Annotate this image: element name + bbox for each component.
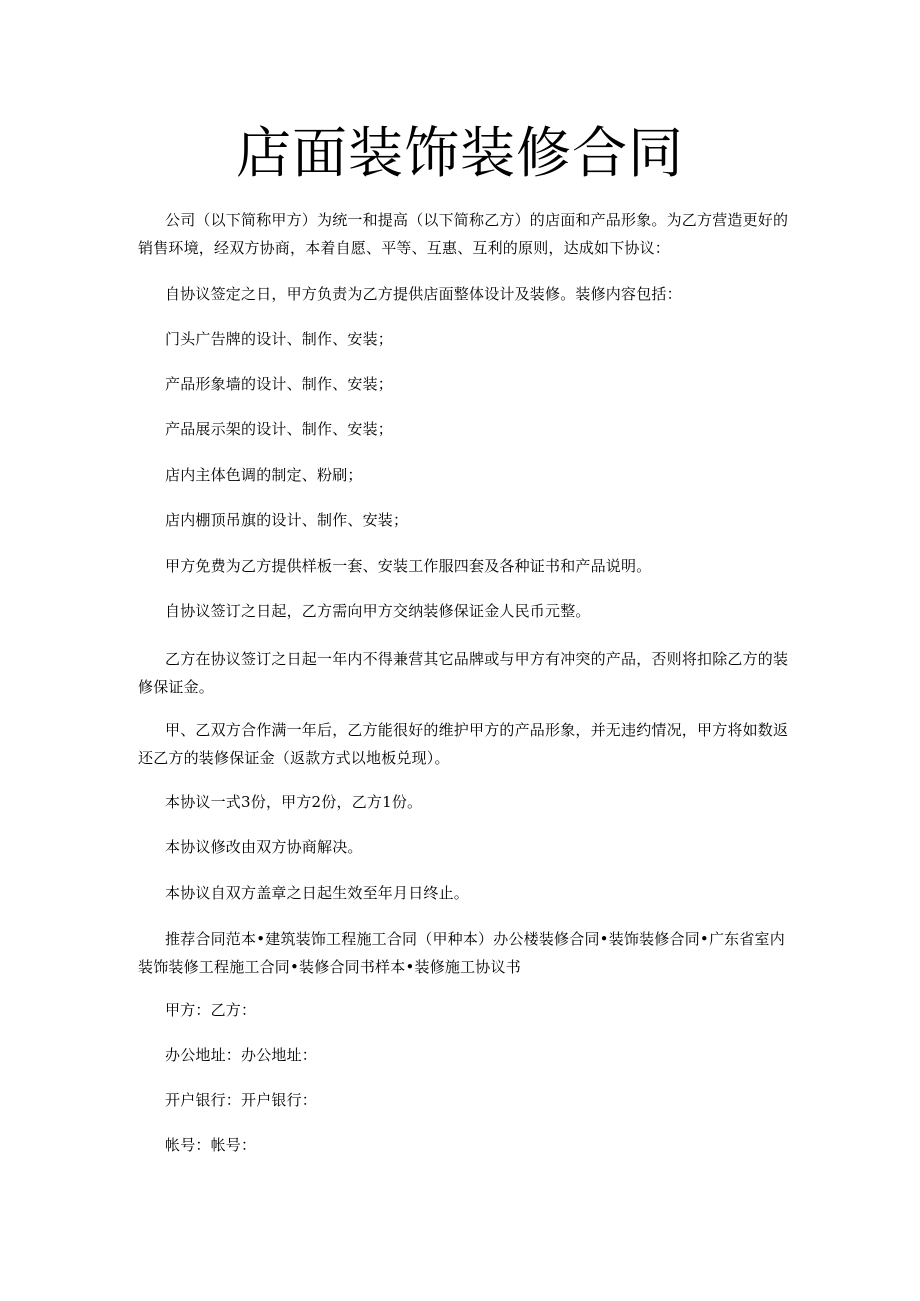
paragraph-deposit: 自协议签订之日起，乙方需向甲方交纳装修保证金人民币元整。 xyxy=(165,602,591,620)
paragraph-effective: 本协议自双方盖章之日起生效至年月日终止。 xyxy=(165,884,470,902)
paragraph-exclusivity: 乙方在协议签订之日起一年内不得兼营其它品牌或与甲方有冲突的产品，否则将扣除乙方的装修保证金。 xyxy=(138,650,789,696)
paragraph-intro: 公司（以下简称甲方）为统一和提高（以下简称乙方）的店面和产品形象。为乙方营造更好的销售环境，经双方协商，本着自愿、平等、互惠、互利的原则，达成如下协议： xyxy=(138,211,789,257)
paragraph-scope: 自协议签定之日，甲方负责为乙方提供店面整体设计及装修。装修内容包括： xyxy=(165,285,682,303)
paragraph-free-samples: 甲方免费为乙方提供样板一套、安装工作服四套及各种证书和产品说明。 xyxy=(165,557,652,575)
paragraph-copies: 本协议一式3份，甲方2份，乙方1份。 xyxy=(165,793,423,811)
paragraph-party-names: 甲方：乙方： xyxy=(165,1001,257,1019)
paragraph-bank: 开户银行：开户银行： xyxy=(165,1091,318,1109)
paragraph-item-ceiling-flags: 店内棚顶吊旗的设计、制作、安装； xyxy=(165,511,409,529)
paragraph-recommended: 推荐合同范本•建筑装饰工程施工合同（甲种本）办公楼装修合同•装饰装修合同•广东省室内装饰装修工程施工合同•装修合同书样本•装修施工协议书 xyxy=(138,930,785,976)
document-title: 店面装饰装修合同 xyxy=(235,121,684,185)
paragraph-item-image-wall: 产品形象墙的设计、制作、安装； xyxy=(165,375,394,393)
paragraph-item-color-tone: 店内主体色调的制定、粉刷； xyxy=(165,466,363,484)
paragraph-item-display-rack: 产品展示架的设计、制作、安装； xyxy=(165,420,394,438)
paragraph-office-address: 办公地址：办公地址： xyxy=(165,1046,318,1064)
paragraph-deposit-return: 甲、乙双方合作满一年后，乙方能很好的维护甲方的产品形象，并无违约情况，甲方将如数返还乙方的装修保证金（返款方式以地板兑现）。 xyxy=(138,721,789,767)
paragraph-item-signboard: 门头广告牌的设计、制作、安装； xyxy=(165,330,394,348)
paragraph-account: 帐号：帐号： xyxy=(165,1136,257,1154)
paragraph-amendment: 本协议修改由双方协商解决。 xyxy=(165,838,363,856)
